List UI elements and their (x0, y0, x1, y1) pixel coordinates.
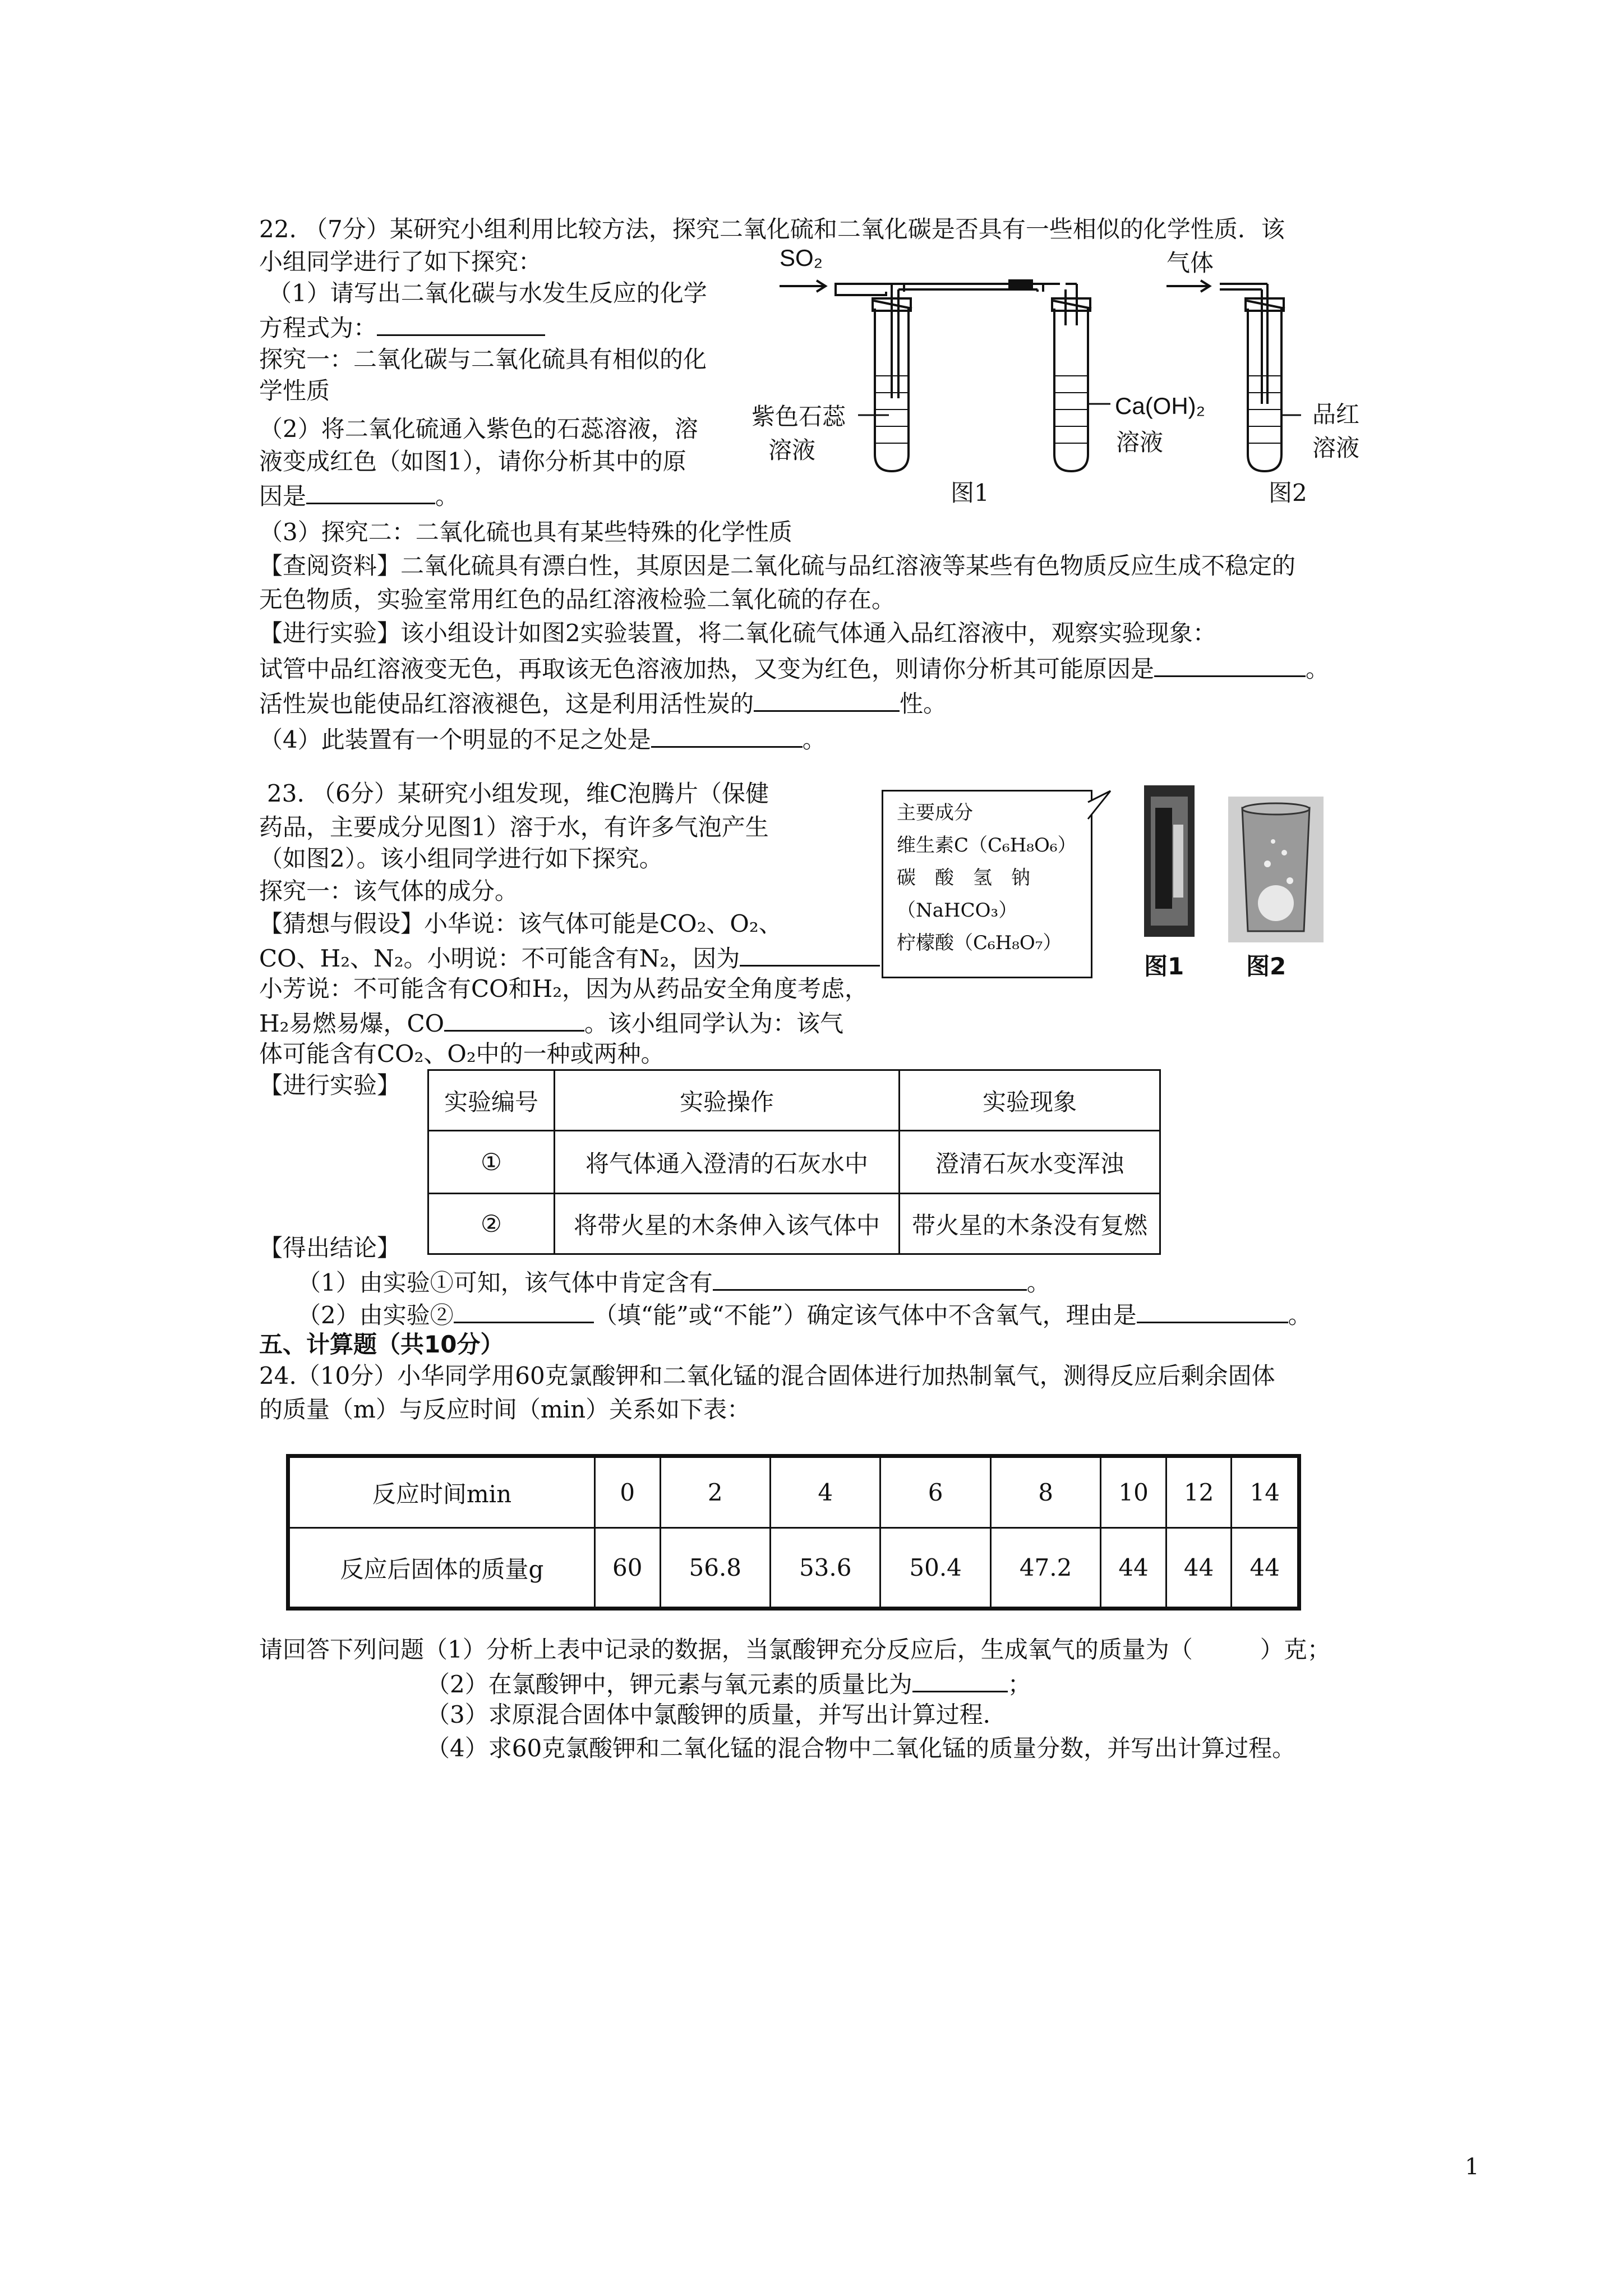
q22-line-2: 小组同学进行了如下探究： (259, 248, 542, 275)
table-cell: 将气体通入澄清的石灰水中 (555, 1131, 900, 1194)
q22-line-10: （3）探究二：二氧化硫也具有某些特殊的化学性质 (259, 518, 792, 546)
q22-line-14-text: 试管中品红溶液变无色，再取该无色溶液加热，又变为红色，则请你分析其可能原因是 (259, 655, 1155, 683)
time-cell: 8 (990, 1456, 1100, 1528)
q22-line-16: （4）此装置有一个明显的不足之处是 。 (259, 721, 826, 756)
answer-blank-heating[interactable] (1154, 651, 1306, 677)
answer-blank-reason[interactable] (306, 478, 435, 504)
q23-line-6-text: CO、H₂、N₂。小明说：不可能含有N₂，因为 (259, 945, 740, 972)
conclusion-line-2 (297, 1297, 1312, 1332)
fig-label-caoh2-solution: 溶液 (1116, 429, 1164, 456)
mass-cell: 56.8 (660, 1528, 770, 1609)
q22-line-12: 无色物质，实验室常用红色的品红溶液检验二氧化硫的存在。 (259, 586, 896, 613)
q22-line-15-end: 性。 (900, 690, 947, 717)
ingredients-callout (882, 790, 1092, 978)
conclusion-line-1 (297, 1264, 1050, 1299)
table-header: 实验操作 (555, 1070, 900, 1131)
q22-line-13: 【进行实验】该小组设计如图2实验装置，将二氧化硫气体通入品红溶液中，观察实验现象： (259, 619, 1216, 647)
q23-line-3: （如图2）。该小组同学进行如下探究。 (259, 845, 663, 872)
time-cell: 0 (595, 1456, 661, 1528)
answer-blank-shortcoming[interactable] (651, 721, 803, 748)
q22-line-5: 探究一：二氧化碳与二氧化硫具有相似的化 (259, 346, 707, 373)
fig-caption-23-2: 图2 (1246, 953, 1287, 980)
fig-caption-2: 图2 (1269, 479, 1307, 507)
q23-line-1: 23. （6分）某研究小组发现，维C泡腾片（保健 (267, 780, 769, 807)
callout-pointer (1088, 785, 1122, 819)
answer-blank-co-reason[interactable] (444, 1005, 584, 1032)
q22-line-9-text: 因是 (259, 482, 307, 510)
q23-line-4: 探究一：该气体的成分。 (259, 877, 519, 905)
q22-line-15-text: 活性炭也能使品红溶液褪色，这是利用活性炭的 (259, 690, 754, 717)
fig-caption-1: 图1 (951, 479, 989, 507)
q22-line-1: 22. （7分）某研究小组利用比较方法，探究二氧化硫和二氧化碳是否具有一些相似的化学性质．该 (259, 215, 1285, 243)
time-cell: 10 (1101, 1456, 1166, 1528)
conclusion-line-1-end: 。 (1026, 1269, 1050, 1296)
table-header: 实验现象 (900, 1070, 1160, 1131)
conclusion-line-2-text: （2）由实验② (297, 1301, 454, 1329)
q23-line-10: 【进行实验】 (259, 1071, 401, 1099)
q22-line-6: 学性质 (259, 377, 330, 404)
answer-blank-can-cannot[interactable] (454, 1297, 594, 1323)
answer-blank-n2-reason[interactable] (740, 940, 880, 967)
time-cell: 4 (770, 1456, 880, 1528)
q24-answer-2-end: ； (1007, 1671, 1031, 1698)
conclusion-line-1-text: （1）由实验①可知，该气体中肯定含有 (297, 1269, 713, 1296)
fig-label-so2: SO₂ (780, 245, 823, 271)
answer-blank-mass-ratio[interactable] (912, 1666, 1008, 1692)
mass-cell: 50.4 (880, 1528, 990, 1609)
answer-blank-oxygen-reason[interactable] (1137, 1297, 1288, 1323)
callout-line-2: 维生素C（C₆H₈O₆） (897, 834, 1077, 857)
conclusion-line-2-end: 。 (1288, 1301, 1312, 1329)
q24-answer-2 (426, 1666, 1031, 1701)
table-cell: 将带火星的木条伸入该气体中 (555, 1194, 900, 1254)
fig-caption-23-1: 图1 (1144, 953, 1184, 980)
experiment-table (427, 1069, 1161, 1255)
table-header-row (428, 1070, 1160, 1131)
mass-cell: 44 (1232, 1528, 1299, 1609)
mass-cell: 44 (1166, 1528, 1232, 1609)
table-row (428, 1194, 1160, 1254)
fig-label-gas: 气体 (1166, 249, 1214, 277)
q22-line-4 (259, 310, 545, 344)
row-label-mass: 反应后固体的质量g (288, 1528, 595, 1609)
mass-cell: 60 (595, 1528, 661, 1609)
q22-line-7: （2）将二氧化硫通入紫色的石蕊溶液，溶 (259, 415, 698, 443)
q22-line-14: 试管中品红溶液变无色，再取该无色溶液加热，又变为红色，则请你分析其可能原因是 。 (259, 651, 1329, 685)
conclusion-heading: 【得出结论】 (259, 1234, 401, 1262)
mass-cell: 53.6 (770, 1528, 880, 1609)
q24-answer-1-text: 请回答下列问题（1）分析上表中记录的数据，当氯酸钾充分反应后，生成氧气的质量为（ (259, 1636, 1193, 1663)
figure-apparatus (774, 236, 1391, 505)
table-cell: ① (428, 1131, 555, 1194)
fig-label-red-2: 溶液 (1312, 434, 1360, 462)
time-cell: 6 (880, 1456, 990, 1528)
q23-line-8-end: 。该小组同学认为：该气 (584, 1010, 844, 1037)
fig-label-litmus-2: 溶液 (768, 436, 816, 464)
table-row (288, 1528, 1299, 1609)
fig-label-red-1: 品红 (1312, 401, 1360, 428)
glass-bubbles-photo (1228, 797, 1324, 942)
q24-answer-1 (259, 1634, 1331, 1666)
q22-line-11: 【查阅资料】二氧化硫具有漂白性，其原因是二氧化硫与品红溶液等某些有色物质反应生成不稳定的 (259, 552, 1296, 579)
row-label-time: 反应时间min (288, 1456, 595, 1528)
reaction-data-table (286, 1454, 1301, 1611)
q24-line-1: 24.（10分）小华同学用60克氯酸钾和二氧化锰的混合固体进行加热制氧气，测得反应后剩余固体 (259, 1362, 1275, 1389)
q23-line-2: 药品，主要成分见图1）溶于水，有许多气泡产生 (259, 813, 769, 841)
q24-answer-2-text: （2）在氯酸钾中，钾元素与氧元素的质量比为 (426, 1671, 912, 1698)
table-cell: 澄清石灰水变浑浊 (900, 1131, 1160, 1194)
q23-line-5: 【猜想与假设】小华说：该气体可能是CO₂、O₂、 (259, 910, 782, 937)
mass-cell: 47.2 (990, 1528, 1100, 1609)
q22-line-4-text: 方程式为： (259, 314, 377, 342)
table-cell: 带火星的木条没有复燃 (900, 1194, 1160, 1254)
callout-line-3: 碳 酸 氢 钠 (897, 867, 1030, 889)
page-number: 1 (1465, 2154, 1479, 2180)
q23-line-9: 体可能含有CO₂、O₂中的一种或两种。 (259, 1040, 665, 1068)
q23-line-8 (259, 1005, 843, 1040)
q24-answer-4: （4）求60克氯酸钾和二氧化锰的混合物中二氧化锰的质量分数，并写出计算过程。 (426, 1734, 1296, 1762)
q22-line-3: （1）请写出二氧化碳与水发生反应的化学 (268, 279, 707, 307)
time-cell: 2 (660, 1456, 770, 1528)
table-row (288, 1456, 1299, 1528)
callout-line-4: （NaHCO₃） (897, 899, 1018, 922)
table-header: 实验编号 (428, 1070, 555, 1131)
q22-line-8: 液变成红色（如图1），请你分析其中的原 (259, 448, 686, 475)
q24-answer-1-end: ）克； (1260, 1636, 1331, 1663)
answer-blank-equation[interactable] (377, 310, 545, 336)
fig-label-caoh2: Ca(OH)₂ (1115, 393, 1205, 419)
conclusion-line-2-mid: （填“能”或“不能”）确定该气体中不含氧气，理由是 (593, 1301, 1137, 1329)
time-cell: 14 (1232, 1456, 1299, 1528)
fig-label-litmus-1: 紫色石蕊 (751, 403, 846, 430)
tablet-tube-photo (1138, 785, 1200, 942)
q23-line-8-text: H₂易燃易爆，CO (259, 1010, 445, 1037)
callout-line-1: 主要成分 (897, 802, 973, 824)
q23-line-7: 小芳说：不可能含有CO和H₂，因为从药品安全角度考虑， (259, 975, 869, 1002)
q24-line-2: 的质量（m）与反应时间（min）关系如下表： (259, 1396, 751, 1423)
table-row (428, 1131, 1160, 1194)
table-cell: ② (428, 1194, 555, 1254)
section-5-heading: 五、计算题（共10分） (259, 1331, 504, 1358)
q22-line-16-text: （4）此装置有一个明显的不足之处是 (259, 726, 651, 753)
mass-cell: 44 (1101, 1528, 1166, 1609)
answer-blank-property[interactable] (754, 685, 900, 712)
answer-blank-gas[interactable] (713, 1264, 1027, 1291)
q22-line-15 (259, 685, 947, 720)
time-cell: 12 (1166, 1456, 1232, 1528)
q24-answer-3: （3）求原混合固体中氯酸钾的质量，并写出计算过程． (426, 1701, 1007, 1728)
q22-line-9: 因是 。 (259, 478, 459, 513)
q23-line-6 (259, 940, 880, 975)
callout-line-5: 柠檬酸（C₆H₈O₇） (897, 932, 1062, 954)
